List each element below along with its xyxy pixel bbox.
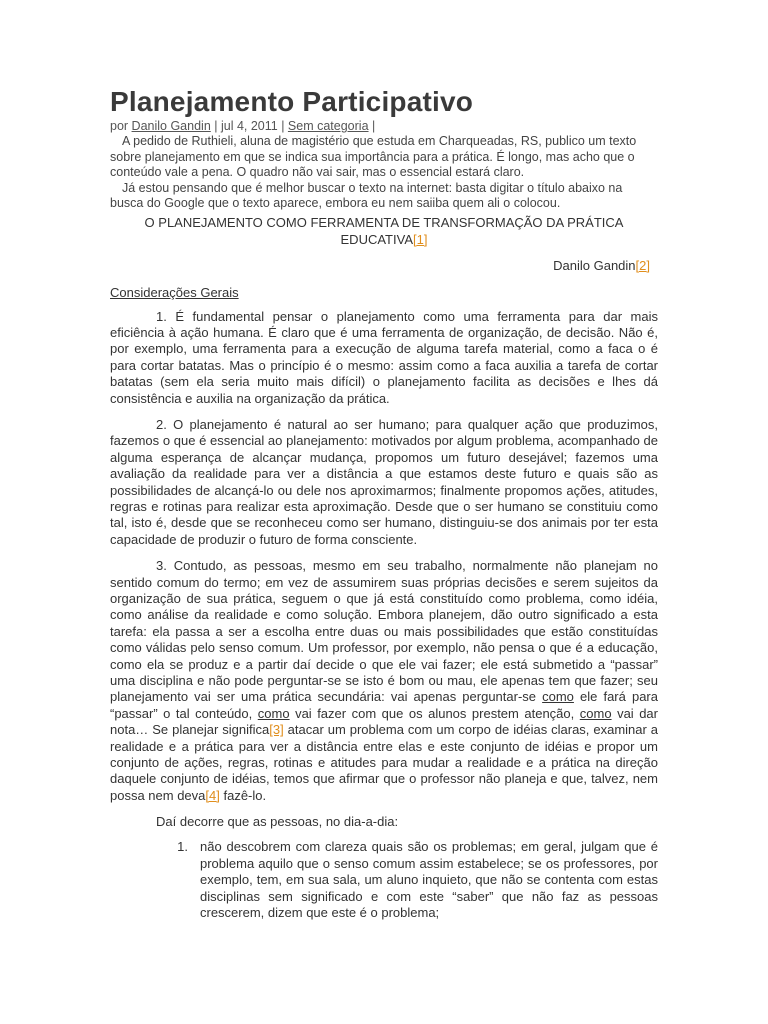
footnote-link-3[interactable]: [3] <box>269 722 284 738</box>
list-item-text: não descobrem com clareza quais são os problemas; em geral, julgam que é problema aquilo que o senso comum assim estabelece; se os professores, por exemplo, tem, em sua sala, um aluno inquieto, que não se contenta com estas disciplinas sem significado e com este “saber” que não faz as pessoas crescerem, dizem que este é o problema; <box>200 839 658 920</box>
footnote-link-4[interactable]: [4] <box>205 787 220 803</box>
author-link[interactable]: Danilo Gandin <box>131 119 211 133</box>
footnote-link-2[interactable]: [2] <box>635 257 650 273</box>
paragraph-1: 1. É fundamental pensar o planejamento como uma ferramenta para dar mais eficiência à ação humana. É claro que é uma ferramenta de organização, de decisão. Não é, por exemplo, uma ferramenta para a execução de alguma tarefa material, como a faca o é para cortar batatas. Mas o princípio é o mesmo: assim como a faca auxilia a tarefa de cortar batatas (sem ela seria muito mais difícil) o planejamento facilita as decisões e lhes dá consistência e auxilia na organização da prática. <box>110 308 658 406</box>
list-item <box>110 839 658 921</box>
paragraph-2: 2. O planejamento é natural ao ser humano; para qualquer ação que produzimos, fazemos o que é essencial ao planejamento: motivados por algum problema, acompanhado de alguma esperança de alcançar mudança, propomos um futuro desejável; fazemos uma avaliação da realidade para ver a distância a que estamos deste futuro e quais são as possibilidades de alcançá-lo ou dele nos aproximarmos; finalmente propomos ações, atitudes, regras e rotinas para realizar esta aproximação. Desde que o ser humano se constituiu como tal, isto é, desde que se reconheceu como ser humano, distinguiu-se dos animais por ter esta capacidade de produzir o futuro de forma consciente. <box>110 416 658 547</box>
intro-text <box>110 134 658 212</box>
paragraph-3-text-e: atacar um problema com um corpo de idéias claras, examinar a realidade e a prática para ver a distância entre elas e este conjunto de idéias e propor um conjunto de ações, regras, rotinas e atitudes para mudar a realidade e a prática na direção daquele conjunto de idéias, temos que afirmar que o professor não planeja e que, talvez, nem possa nem deva <box>110 722 658 803</box>
paragraph-3-text-d: vai dar nota… Se planejar significa <box>110 705 658 738</box>
intro-paragraph-2: Já estou pensando que é melhor buscar o texto na internet: basta digitar o título abaixo na busca do Google que o texto aparece, embora eu nem saiiba quem ali o colocou. <box>110 180 623 210</box>
essay-title-line-2: EDUCATIVA <box>340 231 413 247</box>
emphasis-como-2: como <box>257 705 290 721</box>
list-lead: Daí decorre que as pessoas, no dia-a-dia: <box>156 814 399 830</box>
category-link[interactable]: Sem categoria <box>287 119 369 133</box>
intro-paragraph-1: A pedido de Ruthieli, aluna de magistério que estuda em Charqueadas, RS, publico um texto sobre planejamento em que se indica sua importância para a prática. É longo, mas acho que o conteúdo vale a pena. O quadro não vai sair, mas o essencial estará claro. <box>110 134 637 179</box>
paragraph-3 <box>110 558 658 804</box>
section-heading: Considerações Gerais <box>110 284 239 300</box>
paragraph-3-text-f: fazê-lo. <box>219 787 267 803</box>
post-meta <box>110 118 658 134</box>
list-item-number: 1. <box>177 839 188 855</box>
essay-body <box>110 309 658 805</box>
paragraph-3-text-c: vai fazer com que os alunos prestem atenção, <box>289 705 580 721</box>
byline-author: Danilo Gandin <box>553 257 636 273</box>
consequences-list <box>110 839 658 921</box>
paragraph-3-text-a: 3. Contudo, as pessoas, mesmo em seu trabalho, normalmente não planejam no sentido comum do termo; em vez de assumirem suas próprias decisões e serem sujeitos da organização de sua prática, seguem o que já está constituído como problema, como idéia, como análise da realidade e como solução. Embora planejem, dão outro significado a esta tarefa: ela passa a ser a escolha entre duas ou mais possibilidades que estão constituídas como válidas pelo senso comum. Um professor, por exemplo, não pensa o que é a educação, como ela se produz e a partir daí decide o que ele vai fazer; ele está submetido a “passar” uma disciplina e não pode perguntar-se se isto é bom ou mau, ele apenas tem que fazer; seu planejamento vai ser uma prática secundária: vai apenas perguntar-se <box>110 558 658 705</box>
essay-title-line-1: O PLANEJAMENTO COMO FERRAMENTA DE TRANSFORMAÇÃO DA PRÁTICA <box>144 214 624 230</box>
page-title: Planejamento Participativo <box>110 86 474 117</box>
emphasis-como-3: como <box>579 705 612 721</box>
essay-title <box>110 214 658 248</box>
footnote-link-1[interactable]: [1] <box>413 231 428 247</box>
document-page <box>110 86 658 921</box>
meta-prefix: por <box>110 119 132 133</box>
paragraph-3-text-b: ele fará para “passar” o tal conteúdo, <box>110 689 658 721</box>
essay-byline <box>110 258 658 273</box>
emphasis-como-1: como <box>542 689 574 705</box>
meta-separator: | <box>368 119 376 133</box>
meta-date: | jul 4, 2011 | <box>210 119 288 133</box>
